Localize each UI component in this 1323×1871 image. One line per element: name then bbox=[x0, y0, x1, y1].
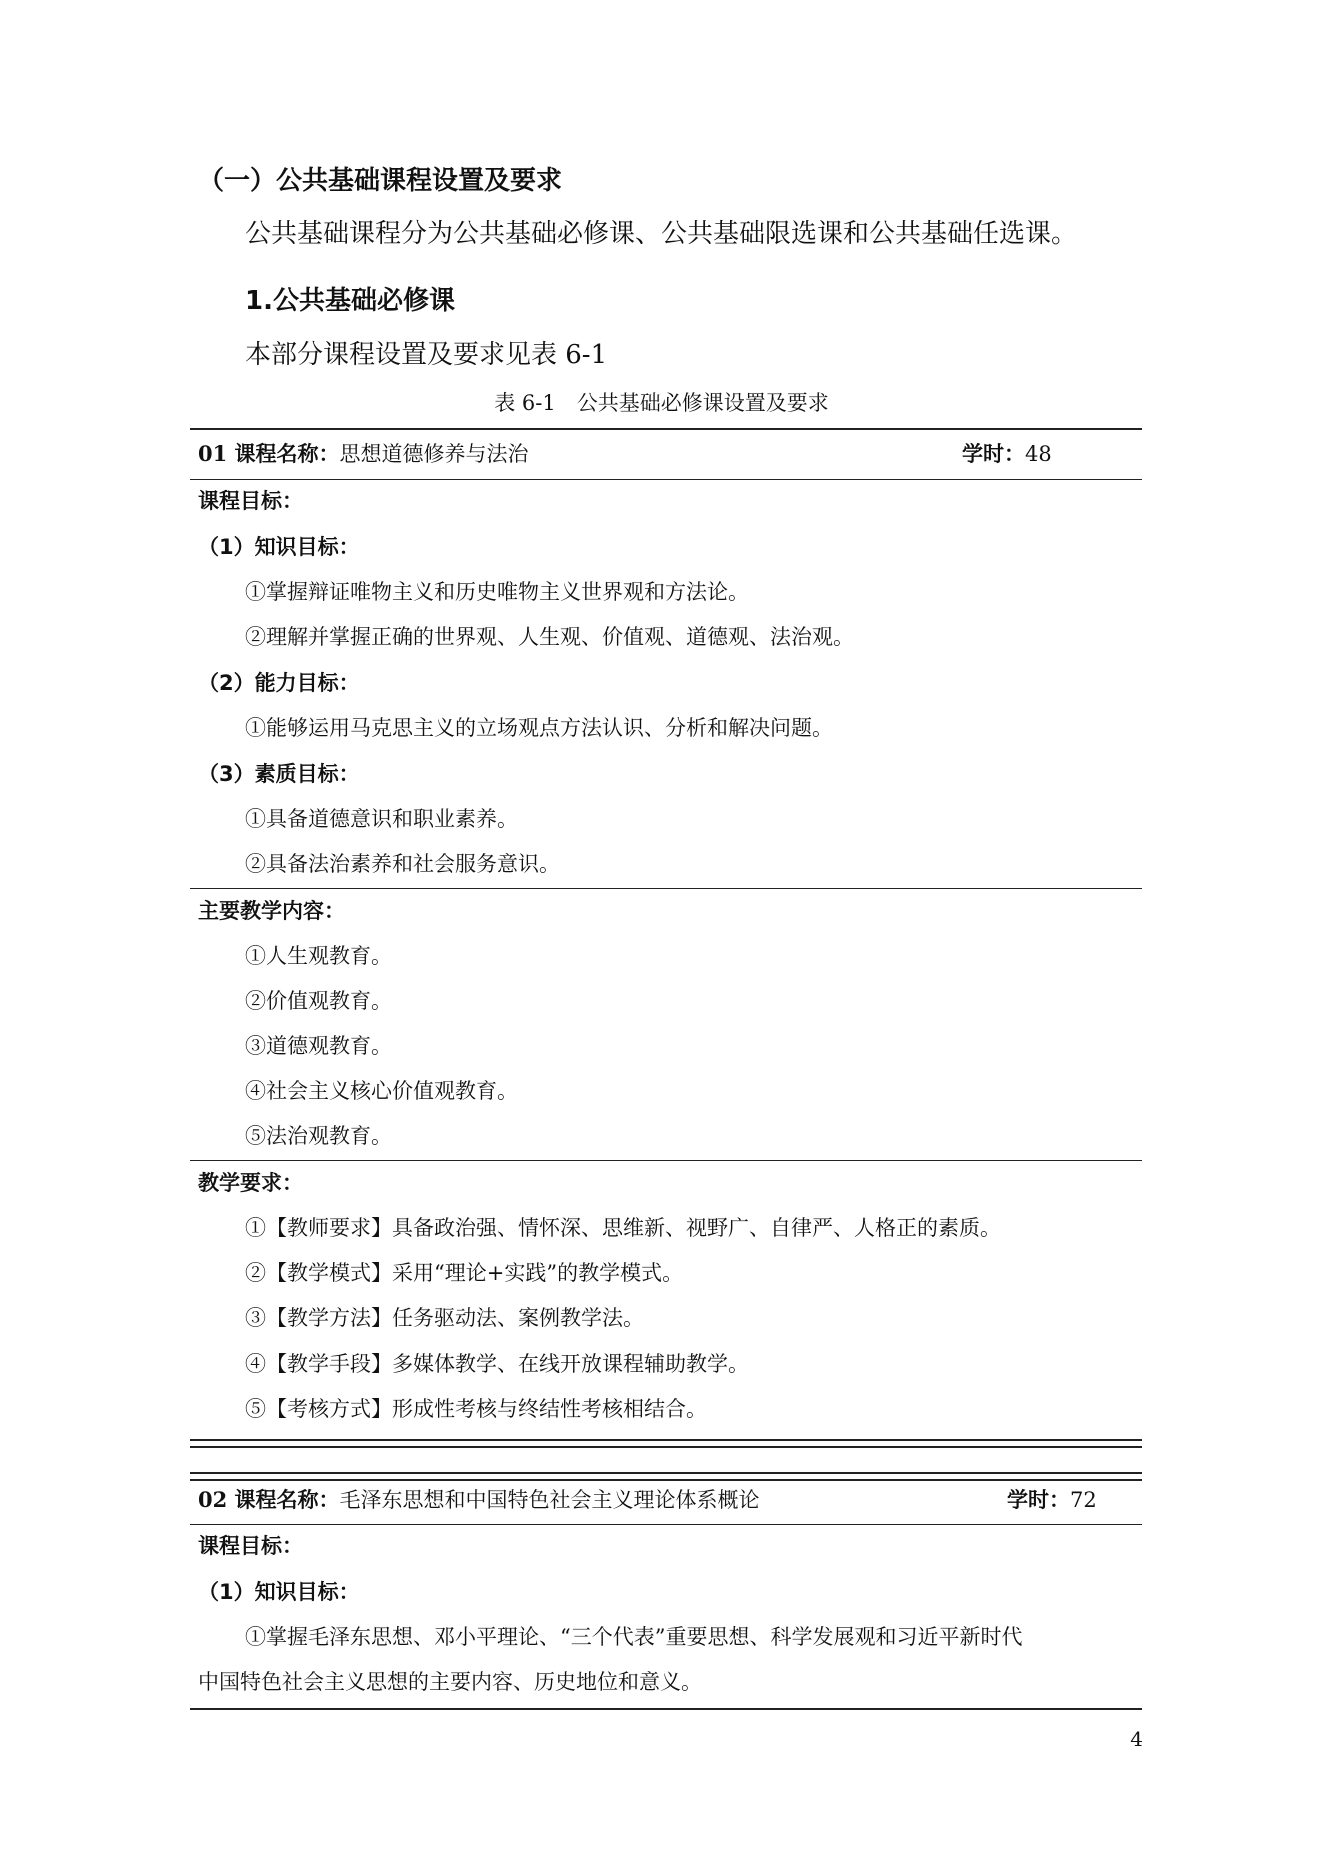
page-number: 4 bbox=[1130, 1727, 1143, 1751]
course-hours bbox=[962, 438, 1052, 468]
course-name: 思想道德修养与法治 bbox=[339, 442, 529, 466]
list-item: ①人生观教育。 bbox=[245, 944, 392, 968]
list-item: ①掌握毛泽东思想、邓小平理论、“三个代表”重要思想、科学发展观和习近平新时代 bbox=[245, 1625, 1023, 1649]
list-item: ④【教学手段】多媒体教学、在线开放课程辅助教学。 bbox=[245, 1352, 749, 1376]
list-item: ①具备道德意识和职业素养。 bbox=[245, 807, 518, 831]
section-heading: （一）公共基础课程设置及要求 bbox=[198, 166, 563, 196]
list-item: ②【教学模式】采用“理论+实践”的教学模式。 bbox=[245, 1261, 684, 1285]
hours-value: 72 bbox=[1070, 1488, 1097, 1512]
row-divider bbox=[190, 888, 1142, 889]
course-name: 毛泽东思想和中国特色社会主义理论体系概论 bbox=[339, 1488, 760, 1512]
list-item: ②价值观教育。 bbox=[245, 989, 392, 1013]
course-hours bbox=[1007, 1484, 1097, 1514]
table-top-rule bbox=[190, 1472, 1142, 1481]
table-caption: 表 6-1 公共基础必修课设置及要求 bbox=[494, 391, 829, 415]
knowledge-label: （1）知识目标： bbox=[198, 1580, 360, 1604]
course-table-2 bbox=[190, 1472, 1142, 1722]
list-item: ①能够运用马克思主义的立场观点方法认识、分析和解决问题。 bbox=[245, 716, 833, 740]
list-item: ②理解并掌握正确的世界观、人生观、价值观、道德观、法治观。 bbox=[245, 625, 854, 649]
objectives-label: 课程目标： bbox=[198, 489, 303, 513]
row-divider bbox=[190, 479, 1142, 480]
requirements-label: 教学要求： bbox=[198, 1171, 303, 1195]
list-item: ④社会主义核心价值观教育。 bbox=[245, 1079, 518, 1103]
list-item: ③【教学方法】任务驱动法、案例教学法。 bbox=[245, 1306, 644, 1330]
list-item: ③道德观教育。 bbox=[245, 1034, 392, 1058]
table-bottom-rule bbox=[190, 1439, 1142, 1448]
ability-label: （2）能力目标： bbox=[198, 671, 360, 695]
content-label: 主要教学内容： bbox=[198, 899, 345, 923]
row-divider bbox=[190, 1160, 1142, 1161]
table-bottom-rule bbox=[190, 1708, 1142, 1710]
hours-label: 学时： bbox=[1007, 1488, 1070, 1512]
list-item: 中国特色社会主义思想的主要内容、历史地位和意义。 bbox=[198, 1670, 702, 1694]
reference-paragraph: 本部分课程设置及要求见表 6-1 bbox=[245, 340, 608, 370]
course-header bbox=[198, 1484, 760, 1514]
list-item: ①掌握辩证唯物主义和历史唯物主义世界观和方法论。 bbox=[245, 580, 749, 604]
quality-label: （3）素质目标： bbox=[198, 762, 360, 786]
list-item: ②具备法治素养和社会服务意识。 bbox=[245, 852, 560, 876]
hours-label: 学时： bbox=[962, 442, 1025, 466]
row-divider bbox=[190, 1524, 1142, 1525]
course-number-label: 02 课程名称： bbox=[198, 1487, 340, 1512]
hours-value: 48 bbox=[1025, 442, 1052, 466]
course-table-1 bbox=[190, 428, 1142, 1448]
objectives-label: 课程目标： bbox=[198, 1534, 303, 1558]
intro-paragraph: 公共基础课程分为公共基础必修课、公共基础限选课和公共基础任选课。 bbox=[245, 219, 1078, 249]
course-header bbox=[198, 438, 529, 468]
list-item: ⑤法治观教育。 bbox=[245, 1124, 392, 1148]
knowledge-label: （1）知识目标： bbox=[198, 535, 360, 559]
list-item: ⑤【考核方式】形成性考核与终结性考核相结合。 bbox=[245, 1397, 707, 1421]
table-top-rule bbox=[190, 428, 1142, 430]
list-item: ①【教师要求】具备政治强、情怀深、思维新、视野广、自律严、人格正的素质。 bbox=[245, 1216, 1001, 1240]
course-number-label: 01 课程名称： bbox=[198, 441, 340, 466]
subheading: 1.公共基础必修课 bbox=[245, 286, 455, 316]
